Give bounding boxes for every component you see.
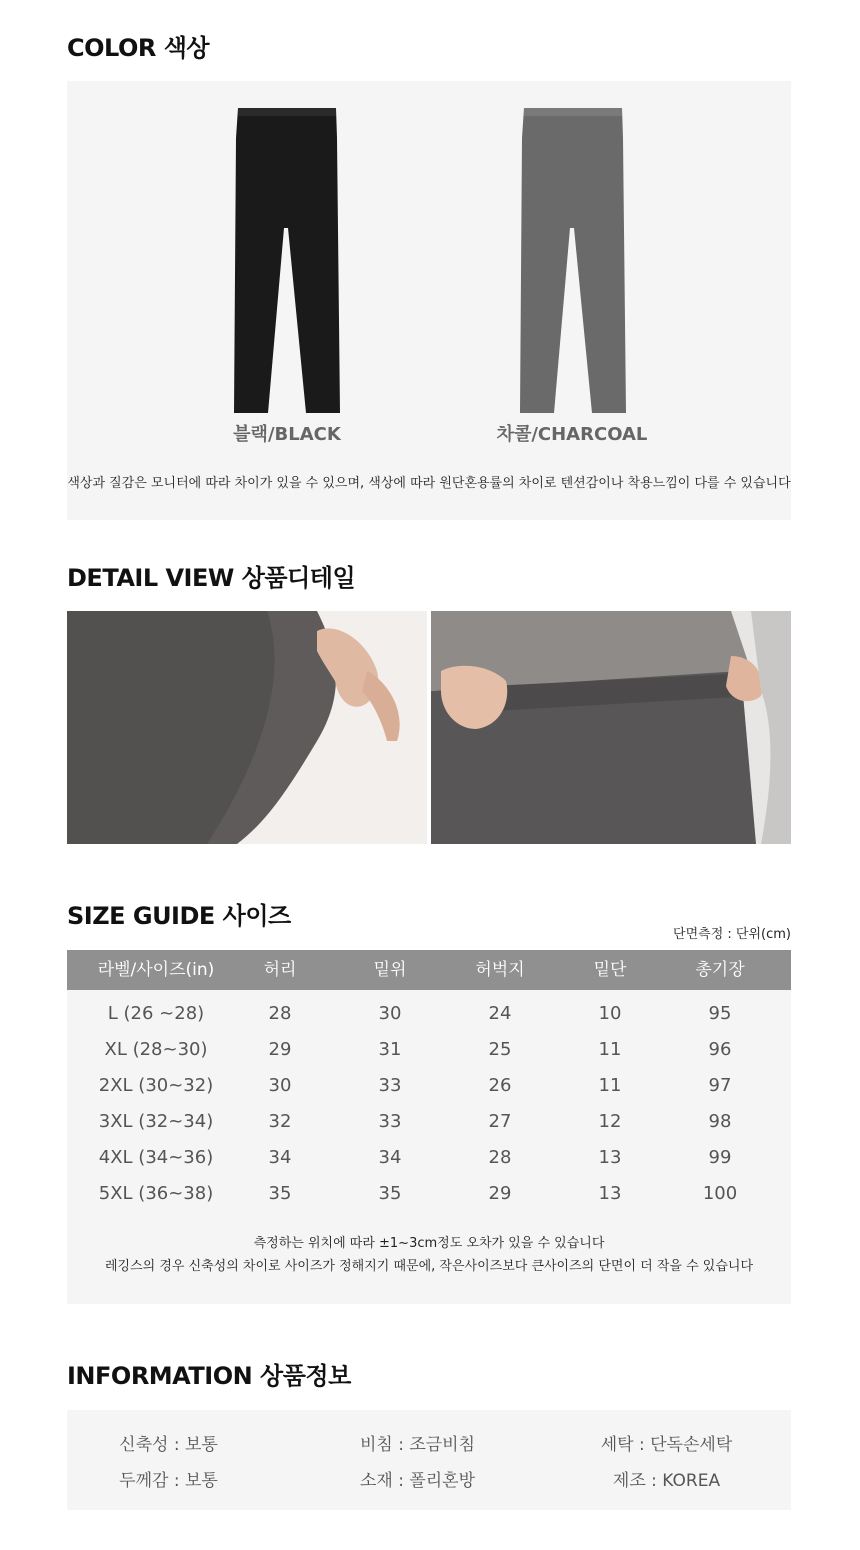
cell-waist: 34 (268, 1147, 292, 1168)
cell-total-length: 95 (708, 1003, 732, 1024)
detail-section-title: DETAIL VIEW 상품디테일 (67, 564, 356, 592)
detail-photo-waistband (431, 611, 791, 844)
size-table-header (67, 950, 791, 990)
table-row (67, 1140, 791, 1176)
cell-total-length: 99 (708, 1147, 732, 1168)
info-thickness: 두께감 : 보통 (119, 1471, 218, 1491)
table-row (67, 1176, 791, 1212)
table-row (67, 1068, 791, 1104)
cell-rise: 31 (378, 1039, 402, 1060)
size-section-title: SIZE GUIDE 사이즈 (67, 902, 291, 930)
cell-size: 4XL (34~36) (98, 1147, 214, 1168)
black-color-label: 블랙/BLACK (233, 424, 341, 445)
cell-thigh: 25 (488, 1039, 512, 1060)
cell-thigh: 28 (488, 1147, 512, 1168)
header-thigh: 허벅지 (475, 960, 525, 980)
cell-total-length: 97 (708, 1075, 732, 1096)
cell-thigh: 26 (488, 1075, 512, 1096)
cell-rise: 35 (378, 1183, 402, 1204)
info-section-title: INFORMATION 상품정보 (67, 1362, 351, 1390)
header-rise: 밑위 (373, 960, 407, 980)
detail-photo-stretch (67, 611, 427, 844)
cell-hem: 10 (598, 1003, 622, 1024)
size-note-stretch: 레깅스의 경우 신축성의 차이로 사이즈가 정해지기 때문에, 작은사이즈보다 큰사이즈의 단면이 더 작을 수 있습니다 (104, 1259, 754, 1274)
color-panel (67, 81, 791, 520)
cell-rise: 33 (378, 1111, 402, 1132)
header-waist: 허리 (263, 960, 297, 980)
size-unit-label: 단면측정 : 단위(cm) (673, 927, 791, 942)
color-note: 색상과 질감은 모니터에 따라 차이가 있을 수 있으며, 색상에 따라 원단혼용률의 차이로 텐션감이나 착용느낌이 다를 수 있습니다 (67, 476, 791, 491)
cell-hem: 11 (598, 1039, 622, 1060)
cell-hem: 11 (598, 1075, 622, 1096)
charcoal-color-label: 차콜/CHARCOAL (496, 424, 648, 445)
table-row (67, 1032, 791, 1068)
info-washing: 세탁 : 단독손세탁 (600, 1435, 733, 1455)
cell-thigh: 29 (488, 1183, 512, 1204)
size-note-tolerance: 측정하는 위치에 따라 ±1~3cm정도 오차가 있을 수 있습니다 (253, 1236, 605, 1251)
info-panel (67, 1410, 791, 1510)
info-manufacture: 제조 : KOREA (612, 1471, 721, 1491)
cell-hem: 13 (598, 1183, 622, 1204)
color-section-title: COLOR 색상 (67, 34, 210, 62)
cell-total-length: 98 (708, 1111, 732, 1132)
cell-rise: 33 (378, 1075, 402, 1096)
cell-thigh: 24 (488, 1003, 512, 1024)
info-sheerness: 비침 : 조금비침 (359, 1435, 476, 1455)
table-row (67, 1104, 791, 1140)
cell-hem: 12 (598, 1111, 622, 1132)
cell-total-length: 96 (708, 1039, 732, 1060)
cell-waist: 29 (268, 1039, 292, 1060)
header-label-size: 라벨/사이즈(in) (97, 960, 215, 980)
charcoal-pants-image (518, 108, 628, 413)
cell-waist: 28 (268, 1003, 292, 1024)
cell-size: 5XL (36~38) (98, 1183, 214, 1204)
cell-thigh: 27 (488, 1111, 512, 1132)
cell-total-length: 100 (702, 1183, 738, 1204)
header-hem: 밑단 (593, 960, 627, 980)
cell-rise: 34 (378, 1147, 402, 1168)
cell-rise: 30 (378, 1003, 402, 1024)
cell-size: L (26 ~28) (107, 1003, 205, 1024)
cell-waist: 35 (268, 1183, 292, 1204)
info-elasticity: 신축성 : 보통 (119, 1435, 218, 1455)
cell-size: XL (28~30) (104, 1039, 208, 1060)
size-table (67, 950, 791, 1304)
black-pants-image (232, 108, 342, 413)
cell-waist: 30 (268, 1075, 292, 1096)
cell-waist: 32 (268, 1111, 292, 1132)
cell-hem: 13 (598, 1147, 622, 1168)
header-total-length: 총기장 (695, 960, 745, 980)
cell-size: 3XL (32~34) (98, 1111, 214, 1132)
cell-size: 2XL (30~32) (98, 1075, 214, 1096)
info-material: 소재 : 폴리혼방 (359, 1471, 476, 1491)
table-row (67, 996, 791, 1032)
